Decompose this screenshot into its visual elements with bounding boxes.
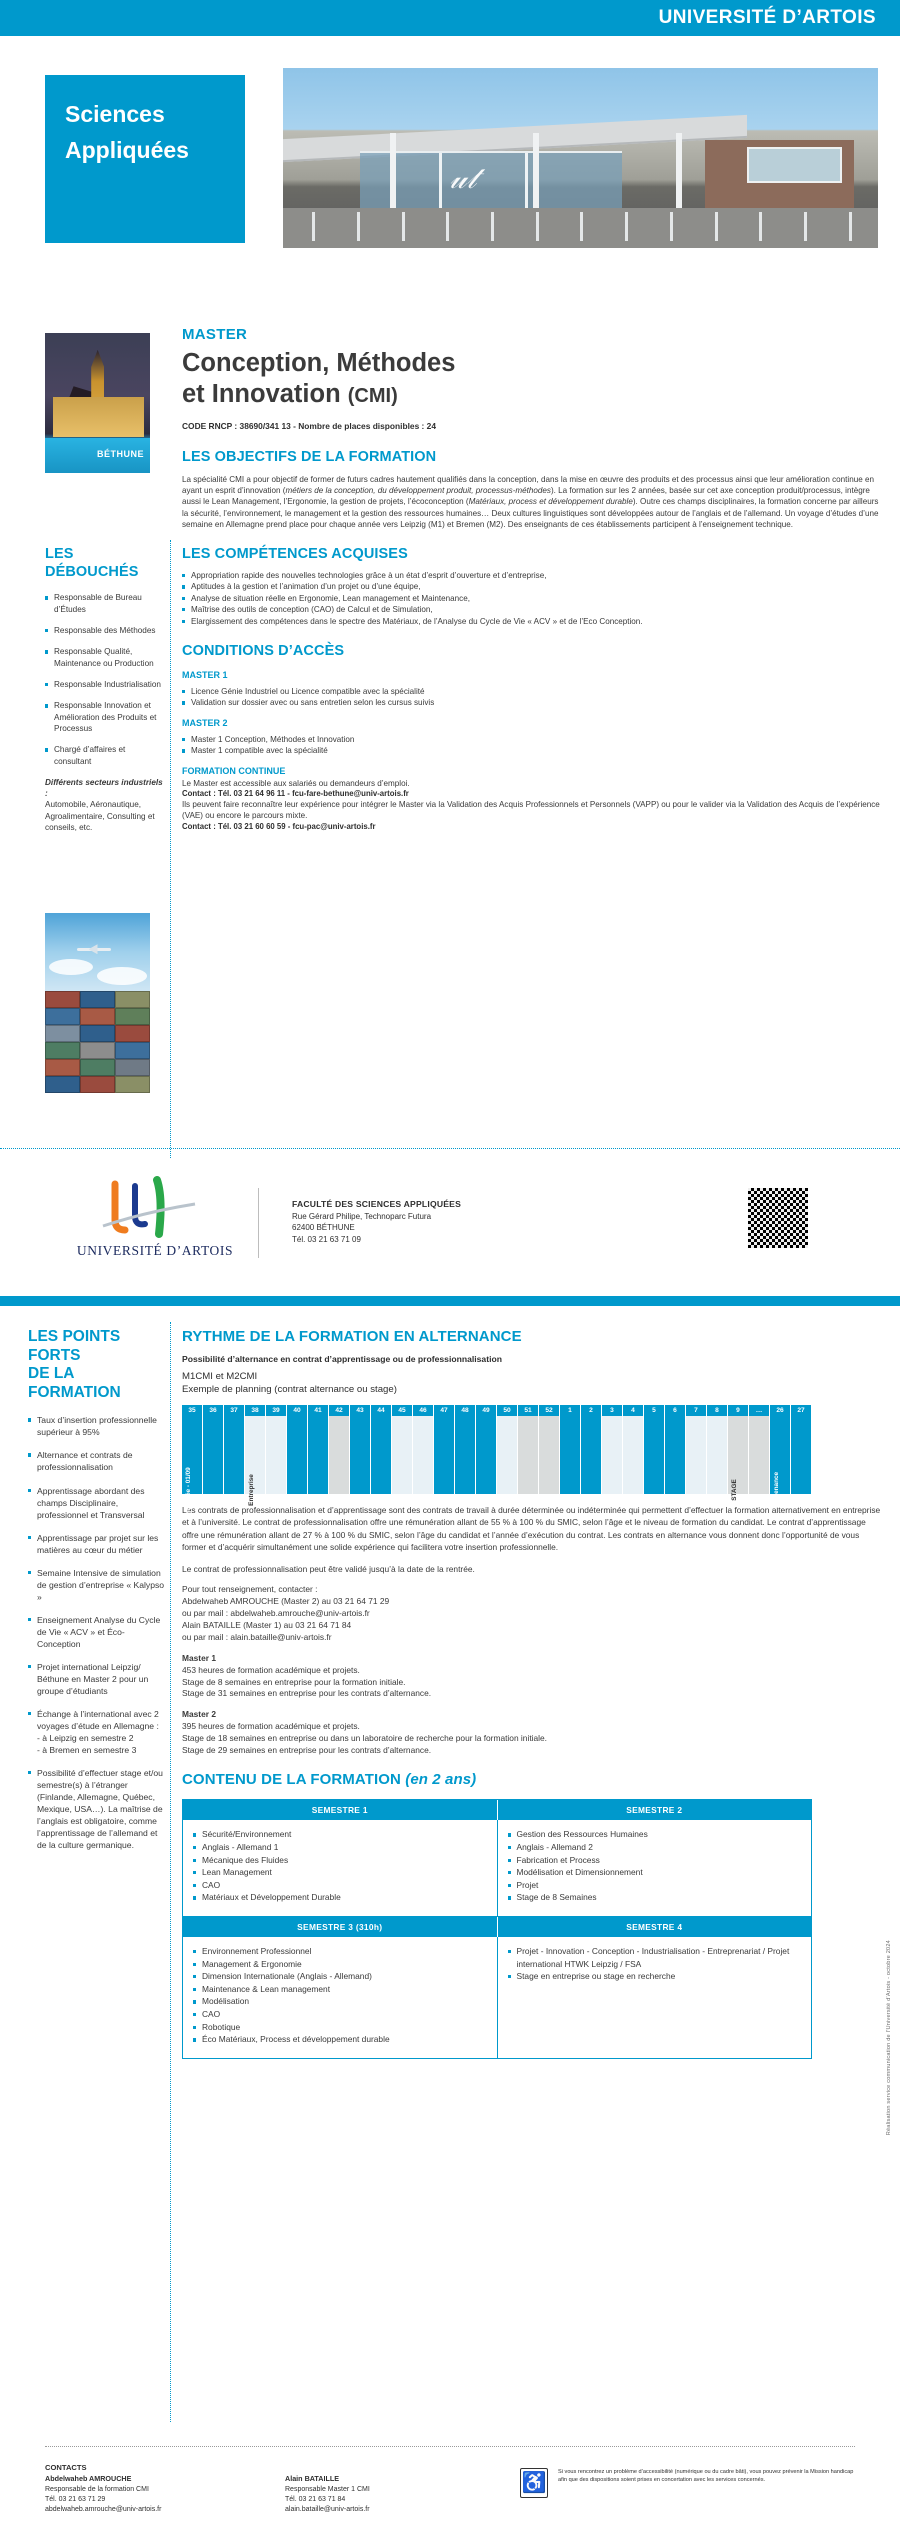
airplane-icon [77, 944, 111, 954]
contact-2-name: Alain BATAILLE (Master 1) au 03 21 64 71 84 [182, 1619, 352, 1630]
semester-4-cell [498, 1937, 812, 2058]
planning-week-number: 27 [791, 1405, 812, 1416]
exchange-sub-2: - à Bremen en semestre 3 [37, 1745, 137, 1756]
footer-contact-2 [285, 2462, 505, 2516]
contenu-heading [182, 1771, 882, 1789]
planning-cell [245, 1416, 266, 1506]
rythme-main-column [182, 1328, 882, 2059]
list-item: Appropriation rapide des nouvelles technologies grâce à un état d’esprit d’ouverture et d’entreprise, [182, 570, 882, 581]
master2-hours-label: Master 2 [182, 1709, 216, 1720]
planning-week-number: 38 [245, 1405, 266, 1416]
list-item: Validation sur dossier avec ou sans entretien selon les cursus suivis [182, 697, 882, 708]
semester-1-list [193, 1828, 487, 1904]
program-main-column [182, 326, 882, 831]
planning-cell [560, 1416, 581, 1494]
contact-intro: Pour tout renseignement, contacter : [182, 1584, 318, 1595]
objectifs-paragraph [182, 474, 882, 530]
logo-caption: UNIVERSITÉ D’ARTOIS [76, 1243, 234, 1258]
planning-cell [476, 1416, 497, 1494]
planning-cell [497, 1416, 518, 1494]
list-item: Projet - Innovation - Conception - Industrialisation - Entreprenariat / Projet international HTWK Leipzig / FSA [508, 1945, 802, 1970]
contact-2-mail[interactable]: ou par mail : alain.bataille@univ-artois.fr [182, 1631, 332, 1642]
master2-hours-line-3: Stage de 29 semaines en entreprise pour les contrats d’alternance. [182, 1745, 432, 1756]
accessibility-note: Si vous rencontrez un problème d’accessibilité (numérique ou du cadre bâti), vous pouvez prévenir la Mission handicap afin que des dispositions soient prises en concertation avec les services concernés. [558, 2469, 854, 2484]
department-line-1: Sciences [65, 101, 165, 127]
list-item: Responsable de Bureau d’Études [45, 592, 163, 615]
planning-week-number: 47 [434, 1405, 455, 1416]
points-forts-heading [28, 1328, 168, 1402]
planning-week-number: 7 [686, 1405, 707, 1416]
master2-label: MASTER 2 [182, 717, 228, 728]
planning-week-header [182, 1405, 812, 1416]
planning-week-number: 1 [560, 1405, 581, 1416]
rythme-heading: RYTHME DE LA FORMATION EN ALTERNANCE [182, 1328, 522, 1345]
master1-label: MASTER 1 [182, 669, 228, 680]
planning-cell-label: STAGE [731, 1479, 738, 1501]
sectors-text: Automobile, Aéronautique, Agroalimentaire, Consulting et conseils, etc. [45, 800, 155, 833]
planning-week-number: 41 [308, 1405, 329, 1416]
faculty-name: FACULTÉ DES SCIENCES APPLIQUÉES [292, 1199, 462, 1209]
planning-week-number: 39 [266, 1405, 287, 1416]
list-item: Sécurité/Environnement [193, 1828, 487, 1841]
planning-cell [581, 1416, 602, 1494]
list-item: Alternance et contrats de professionnalisation [28, 1449, 168, 1473]
planning-week-number: 52 [539, 1405, 560, 1416]
planning-week-number: 5 [644, 1405, 665, 1416]
title-line-1: Conception, Méthodes [182, 349, 456, 377]
faculty-phone: Tél. 03 21 63 71 09 [292, 1234, 361, 1244]
debouches-heading: LES DÉBOUCHÉS [45, 546, 139, 580]
list-item: Taux d’insertion professionnelle supérieur à 95% [28, 1414, 168, 1438]
title-acronym: (CMI) [347, 385, 398, 408]
planning-cell [224, 1416, 245, 1494]
artois-logo-icon [95, 1176, 215, 1240]
planning-cell [707, 1416, 728, 1494]
address-line-1: Rue Gérard Philipe, Technoparc Futura [292, 1211, 432, 1221]
list-item: Stage en entreprise ou stage en recherche [508, 1970, 802, 1983]
page2-banner [0, 1296, 900, 1306]
list-item: Management & Ergonomie [193, 1958, 487, 1971]
column-divider [170, 1322, 171, 2422]
university-name: UNIVERSITÉ D’ARTOIS [658, 7, 876, 28]
list-item: Master 1 compatible avec la spécialité [182, 745, 882, 756]
contact-2-role: Responsable Master 1 CMI [285, 2486, 370, 2494]
list-item: Semaine Intensive de simulation de gestion d’entreprise « Kalypso » [28, 1567, 168, 1603]
planning-week-number: 43 [350, 1405, 371, 1416]
planning-week-number: 37 [224, 1405, 245, 1416]
planning-week-number: 40 [287, 1405, 308, 1416]
list-item: CAO [193, 1879, 487, 1892]
rythme-subtitle: Possibilité d’alternance en contrat d’apprentissage ou de professionnalisation [182, 1354, 502, 1365]
planning-cell [665, 1416, 686, 1494]
planning-line-2: Exemple de planning (contrat alternance ou stage) [182, 1384, 397, 1396]
belfry-body [53, 397, 143, 436]
planning-cell-label: Soutenance [773, 1472, 780, 1509]
objectifs-text-c: ). Outre ces champs disciplinaires, la formation concerne par ailleurs la sécurité, l’environnement, le management et la gestion des ressources humaines… Deux cultures linguistiques sont développées autour de l’anglais et de l’allemand. Un voyage d’études d’une semaine en Allemagne prend place pour chaque année vers Leipzig (M1) et Bremen (M2). Des enseignants de ces établissements participent à l’enseignement technique. [182, 497, 879, 529]
semester-1-header: SEMESTRE 1 [183, 1800, 498, 1820]
list-item: Responsable Innovation et Amélioration des Produits et Processus [45, 700, 163, 734]
rncp-code: CODE RNCP : 38690/341 13 - Nombre de places disponibles : 24 [182, 421, 436, 432]
list-item: Stage de 8 Semaines [508, 1891, 802, 1904]
address-line-2: 62400 BÉTHUNE [292, 1223, 355, 1233]
planning-table [182, 1405, 812, 1513]
semester-2-cell [498, 1820, 812, 1916]
planning-week-number: 3 [602, 1405, 623, 1416]
planning-week-number: 49 [476, 1405, 497, 1416]
semester-table-1 [182, 1799, 812, 1917]
points-forts-section [28, 1328, 168, 1862]
building-fence [301, 212, 860, 241]
page-title [182, 348, 882, 410]
column-divider [170, 540, 171, 1158]
list-item: Environnement Professionnel [193, 1945, 487, 1958]
alternance-paragraph-2: Le contrat de professionnalisation peut être validé jusqu’à la date de la rentrée. [182, 1563, 475, 1574]
contenu-heading-suffix: (en 2 ans) [405, 1771, 477, 1789]
rythme-contacts [182, 1584, 882, 1644]
planning-line-1: M1CMI et M2CMI [182, 1371, 258, 1383]
faculty-building-photo [283, 68, 878, 248]
list-item: Mécanique des Fluides [193, 1854, 487, 1867]
cloud [49, 959, 93, 975]
university-logo [70, 1176, 240, 1259]
planning-cell [728, 1416, 749, 1501]
list-item: Analyse de situation réelle en Ergonomie, Lean management et Maintenance, [182, 593, 882, 604]
list-item: Apprentissage par projet sur les matières au cœur du métier [28, 1532, 168, 1556]
planning-cell [371, 1416, 392, 1494]
semester-4-header: SEMESTRE 4 [498, 1917, 812, 1937]
list-item: Gestion des Ressources Humaines [508, 1828, 802, 1841]
semester-3-list [193, 1945, 487, 2046]
fc-line-1: Le Master est accessible aux salariés ou demandeurs d’emploi. [182, 778, 410, 788]
list-item: Anglais - Allemand 2 [508, 1841, 802, 1854]
planning-week-number: … [749, 1405, 770, 1416]
page1-footer [0, 1148, 900, 1288]
list-item: Chargé d’affaires et consultant [45, 744, 163, 767]
planning-week-number: 35 [182, 1405, 203, 1416]
planning-cell [770, 1416, 791, 1509]
planning-cell [182, 1416, 203, 1513]
master1-hours-line-2: Stage de 8 semaines en entreprise pour la formation initiale. [182, 1676, 406, 1687]
planning-week-cells [182, 1416, 812, 1513]
bethune-city-photo [45, 333, 150, 473]
contact-1-tel: Tél. 03 21 63 71 29 [45, 2496, 106, 2504]
planning-cell [602, 1416, 623, 1494]
planning-cell [329, 1416, 350, 1494]
conditions-heading: CONDITIONS D’ACCÈS [182, 643, 345, 660]
formation-continue-label: FORMATION CONTINUE [182, 765, 286, 776]
semester-2-list [508, 1828, 802, 1904]
fc-contact-2[interactable]: Contact : Tél. 03 21 60 60 59 - fcu-pac@univ-artois.fr [182, 821, 376, 831]
master1-hours-line-3: Stage de 31 semaines en entreprise pour les contrats d’alternance. [182, 1688, 432, 1699]
list-item: Dimension Internationale (Anglais - Allemand) [193, 1970, 487, 1983]
planning-cell [266, 1416, 287, 1494]
contact-1-mail[interactable]: abdelwaheb.amrouche@univ-artois.fr [45, 2506, 162, 2514]
semester-3-header: SEMESTRE 3 (310h) [183, 1917, 498, 1937]
master2-hours-line-1: 395 heures de formation académique et projets. [182, 1721, 360, 1732]
planning-week-number: 26 [770, 1405, 791, 1416]
list-item: Matériaux et Développement Durable [193, 1891, 487, 1904]
planning-cell [308, 1416, 329, 1494]
objectifs-heading: LES OBJECTIFS DE LA FORMATION [182, 449, 437, 466]
planning-week-number: 51 [518, 1405, 539, 1416]
objectifs-italic-2: Matériaux, process et développement durable [468, 497, 633, 507]
list-item: Éco Matériaux, Process et développement durable [193, 2033, 487, 2046]
contact-2-tel: Tél. 03 21 63 71 84 [285, 2496, 346, 2504]
master1-hours [182, 1653, 882, 1701]
planning-week-number: 4 [623, 1405, 644, 1416]
contact-2-name: Alain BATAILLE [285, 2474, 340, 2483]
planning-cell [644, 1416, 665, 1494]
contact-2-mail[interactable]: alain.bataille@univ-artois.fr [285, 2506, 370, 2514]
list-item: Maintenance & Lean management [193, 1983, 487, 1996]
exchange-text: Échange à l’international avec 2 voyages d’étude en Allemagne : [37, 1708, 159, 1731]
title-line-2: et Innovation [182, 380, 341, 409]
list-item: Modélisation [193, 1995, 487, 2008]
list-item: Fabrication et Process [508, 1854, 802, 1867]
planning-cell [791, 1416, 812, 1494]
industry-sectors [45, 777, 163, 834]
list-item: Projet international Leipzig/ Béthune en Master 2 pour un groupe d’étudiants [28, 1661, 168, 1697]
debouches-section [45, 546, 163, 833]
list-item: Licence Génie Industriel ou Licence compatible avec la spécialité [182, 686, 882, 697]
debouches-list [45, 592, 163, 766]
contact-1-name: Abdelwaheb AMROUCHE [45, 2474, 132, 2483]
contact-1-name: Abdelwaheb AMROUCHE (Master 2) au 03 21 64 71 29 [182, 1596, 390, 1607]
footer-contact-1 [45, 2462, 265, 2516]
degree-kicker: MASTER [182, 326, 248, 343]
planning-cell [287, 1416, 308, 1494]
list-item: Projet [508, 1879, 802, 1892]
semester-3-cell [183, 1937, 498, 2058]
contenu-heading-text: CONTENU DE LA FORMATION [182, 1771, 401, 1789]
faculty-address [292, 1198, 461, 1245]
planning-cell [413, 1416, 434, 1494]
exchange-sub-1: - à Leipzig en semestre 2 [37, 1733, 134, 1743]
footer-separator [258, 1188, 259, 1258]
list-item: Robotique [193, 2021, 487, 2034]
list-item: CAO [193, 2008, 487, 2021]
list-item: Modélisation et Dimensionnement [508, 1866, 802, 1879]
list-item: Responsable Industrialisation [45, 679, 163, 690]
planning-week-number: 6 [665, 1405, 686, 1416]
planning-week-number: 50 [497, 1405, 518, 1416]
fc-contact-1[interactable]: Contact : Tél. 03 21 64 96 11 - fcu-fare-bethune@univ-artois.fr [182, 789, 409, 799]
photo-caption: BÉTHUNE [96, 449, 144, 459]
list-item: Enseignement Analyse du Cycle de Vie « ACV » et Éco-Conception [28, 1614, 168, 1650]
planning-cell-label: Rentrée - 01/09 [185, 1467, 192, 1513]
list-item: Aptitudes à la gestion et l’animation d’un projet ou d’une équipe, [182, 581, 882, 592]
objectifs-text-b: ). La formation sur les 2 années, basée sur cet axe conception produit/processus, intègre aussi le Lean Management, l’Ergonomie, la gestion de projets, l’écoconception ( [182, 486, 870, 507]
planning-week-number: 2 [581, 1405, 602, 1416]
points-forts-heading-line-1: LES POINTS FORTS [28, 1328, 121, 1364]
list-item: Responsable Qualité, Maintenance ou Production [45, 646, 163, 669]
sectors-label: Différents secteurs industriels : [45, 777, 163, 799]
competences-heading: LES COMPÉTENCES ACQUISES [182, 546, 408, 563]
master2-list [182, 734, 882, 757]
master2-hours [182, 1709, 882, 1757]
master2-hours-line-2: Stage de 18 semaines en entreprise ou dans un laboratoire de recherche pour la formation initiale. [182, 1733, 548, 1744]
list-item: Elargissement des compétences dans le spectre des Matériaux, de l’Analyse du Cycle de Vie « ACV » et de l’Eco Conception. [182, 616, 882, 627]
planning-week-number: 46 [413, 1405, 434, 1416]
master1-hours-label: Master 1 [182, 1652, 216, 1663]
planning-week-number: 9 [728, 1405, 749, 1416]
list-item: Apprentissage abordant des champs Disciplinaire, professionnel et Transversal [28, 1485, 168, 1521]
planning-cell [350, 1416, 371, 1494]
logo-mark [70, 1176, 240, 1240]
planning-cell-label: Entreprise [248, 1474, 255, 1506]
planning-week-number: 48 [455, 1405, 476, 1416]
department-line-2: Appliquées [65, 136, 189, 163]
contact-1-role: Responsable de la formation CMI [45, 2486, 149, 2494]
points-forts-list [28, 1414, 168, 1851]
list-item: Anglais - Allemand 1 [193, 1841, 487, 1854]
footer-dotted-rule [0, 1148, 900, 1149]
list-item: Possibilité d’effectuer stage et/ou semestre(s) à l’étranger (Finlande, Allemagne, Québec, Mexique, USA…). La maîtrise de l’anglais est obligatoire, comme l’apprentissage de l’allemand et de la culture germanique. [28, 1767, 168, 1851]
building-window [747, 147, 842, 183]
fc-line-2: Ils peuvent faire reconnaître leur expérience pour intégrer le Master via la Validation des Acquis Professionnels et Personnels (VAPP) ou pour le valider via la Validation des Acquis de l’expérience (VAE) ou encore le parcours mixte. [182, 800, 880, 821]
planning-cell [203, 1416, 224, 1494]
objectifs-italic-1: métiers de la conception, du développement produit, processus-méthodes [285, 486, 551, 496]
planning-cell [623, 1416, 644, 1494]
department-badge [45, 75, 245, 243]
semester-2-header: SEMESTRE 2 [498, 1800, 812, 1820]
master1-hours-line-1: 453 heures de formation académique et projets. [182, 1664, 360, 1675]
planning-cell [686, 1416, 707, 1494]
list-item: Lean Management [193, 1866, 487, 1879]
production-credit: Réalisation service communication de l’Université d’Artois - octobre 2024 [886, 1940, 892, 2136]
contact-1-mail[interactable]: ou par mail : abdelwaheb.amrouche@univ-artois.fr [182, 1607, 370, 1618]
points-forts-heading-line-2: DE LA FORMATION [28, 1365, 121, 1401]
planning-week-number: 44 [371, 1405, 392, 1416]
semester-1-cell [183, 1820, 498, 1916]
semester-4-list [508, 1945, 802, 1983]
cloud [97, 967, 147, 985]
planning-week-number: 8 [707, 1405, 728, 1416]
accessibility-icon: ♿ [520, 2468, 548, 2498]
semester-table-2 [182, 1917, 812, 2059]
planning-week-number: 36 [203, 1405, 224, 1416]
airplane-photo [45, 913, 150, 991]
planning-cell [749, 1416, 770, 1494]
building-logo-glyph: 𝓊𝓉 [449, 161, 477, 195]
alternance-paragraph-1: Les contrats de professionnalisation et d’apprentissage sont des contrats de travail à durée déterminée ou indéterminée qui permettent d’effectuer la formation alternativement en entreprise et à l’université. Le contrat de professionnalisation offre une rémunération allant de 55 % à 100 % du SMIC, selon l’âge et le niveau de formation du candidat. Le contrat d’apprentissage offre une rémunération allant de 27 % à 100 % du SMIC, selon l’âge du candidat et l’année d’exécution du contrat. Les contrats en alternance vous donnent donc l’opportunité de vous former et d’acquérir simultanément une solide expérience qui facilitera votre insertion professionnelle. [182, 1505, 881, 1552]
list-item: Responsable des Méthodes [45, 625, 163, 636]
list-item: Maîtrise des outils de conception (CAO) de Calcul et de Simulation, [182, 604, 882, 615]
planning-cell [455, 1416, 476, 1494]
list-item [28, 1708, 168, 1756]
planning-week-number: 42 [329, 1405, 350, 1416]
shipping-containers-photo [45, 991, 150, 1093]
list-item: Master 1 Conception, Méthodes et Innovation [182, 734, 882, 745]
objectifs-text-a: La spécialité CMI a pour objectif de former de futurs cadres hautement qualifiés dans la conception, dans la mise en œuvre des produits et des processus ainsi que leur amélioration continue en ayant un esprit d’innovation ( [182, 474, 874, 496]
planning-cell [539, 1416, 560, 1494]
qr-code[interactable] [748, 1188, 808, 1248]
top-banner [0, 0, 900, 36]
contacts-label: CONTACTS [45, 2463, 87, 2472]
planning-cell [518, 1416, 539, 1494]
planning-cell [434, 1416, 455, 1494]
master1-list [182, 686, 882, 709]
planning-cell [392, 1416, 413, 1494]
competences-list [182, 570, 882, 627]
planning-week-number: 45 [392, 1405, 413, 1416]
footer-dotted-rule [45, 2446, 855, 2447]
